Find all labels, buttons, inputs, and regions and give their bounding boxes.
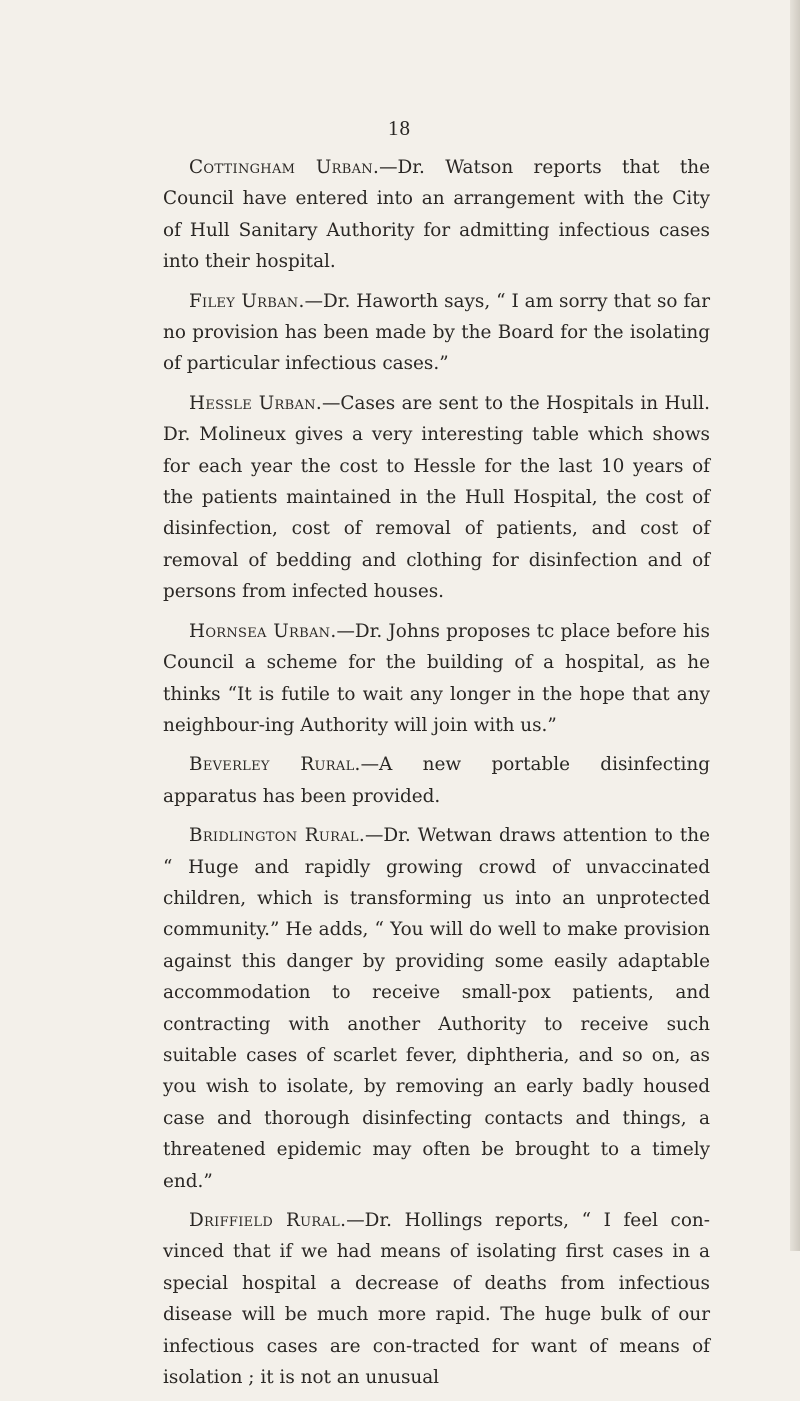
paragraph-body: —Dr. Watson reports that the Council have entered into an arrangement with the City of Hull Sanitary Authority for admitting infectious cases into their hospital.: [163, 157, 711, 273]
paragraph-driffield-rural: [163, 1205, 710, 1393]
paragraph-hessle-urban: [163, 388, 710, 608]
page-edge: [790, 0, 800, 1251]
paragraph-body: —A new portable disinfecting apparatus has been provided.: [163, 754, 710, 807]
paragraph-body: —Dr. Wetwan draws attention to the “ Huge and rapidly growing crowd of unvaccinated children, which is transforming us into an unprotected community.” He adds, “ You will do well to make provision against this danger by providing some easily adaptable accommodation to receive small-pox patients, and contracting with another Authority to receive such suitable cases of scarlet fever, diphtheria, and so on, as you wish to isolate, by removing an early badly housed case and thorough disinfecting contacts and things, a threatened epidemic may often be brought to a timely end.”: [163, 825, 710, 1192]
paragraph-heading: Cottingham Urban.: [189, 157, 380, 178]
paragraph-filey-urban: [163, 286, 710, 380]
paragraph-beverley-rural: [163, 749, 710, 812]
paragraph-heading: Hessle Urban.: [189, 392, 323, 414]
paragraph-bridlington-rural: [163, 820, 710, 1197]
paragraph-body: —Dr. Haworth says, “ I am sorry that so far no provision has been made by the Board for the isolating of particular infectious cases.”: [163, 290, 711, 375]
paragraph-heading: Hornsea Urban.: [189, 620, 337, 642]
paragraph-heading: Bridlington Rural.: [189, 825, 365, 847]
page-number: 18: [388, 116, 411, 140]
paragraph-hornsea-urban: [163, 616, 710, 742]
paragraph-body: —Dr. Johns proposes tc place before his Council a scheme for the building of a hospital, as he thinks “It is futile to wait any longer in the hope that any neighbour-ing Authority will join with us.”: [163, 620, 710, 736]
paragraph-heading: Beverley Rural.: [189, 754, 361, 776]
paragraph-heading: Filey Urban.: [189, 290, 305, 312]
report-text: [163, 152, 710, 1401]
paragraph-cottingham-urban: [163, 152, 710, 278]
paragraph-body: —Cases are sent to the Hospitals in Hull. Dr. Molineux gives a very interesting table which shows for each year the cost to Hessle for the last 10 years of the patients maintained in the Hull Hospital, the cost of disinfection, cost of removal of patients, and cost of removal of bedding and clothing for disinfection and of persons from infected houses.: [163, 392, 710, 603]
paragraph-heading: Driffield Rural.: [189, 1210, 347, 1231]
paragraph-body: —Dr. Hollings reports, “ I feel con-vinced that if we had means of isolating first cases in a special hospital a decrease of deaths from infectious disease will be much more rapid. The huge bulk of our infectious cases are con-tracted for want of means of isolation ; it is not an unusual: [163, 1210, 710, 1389]
